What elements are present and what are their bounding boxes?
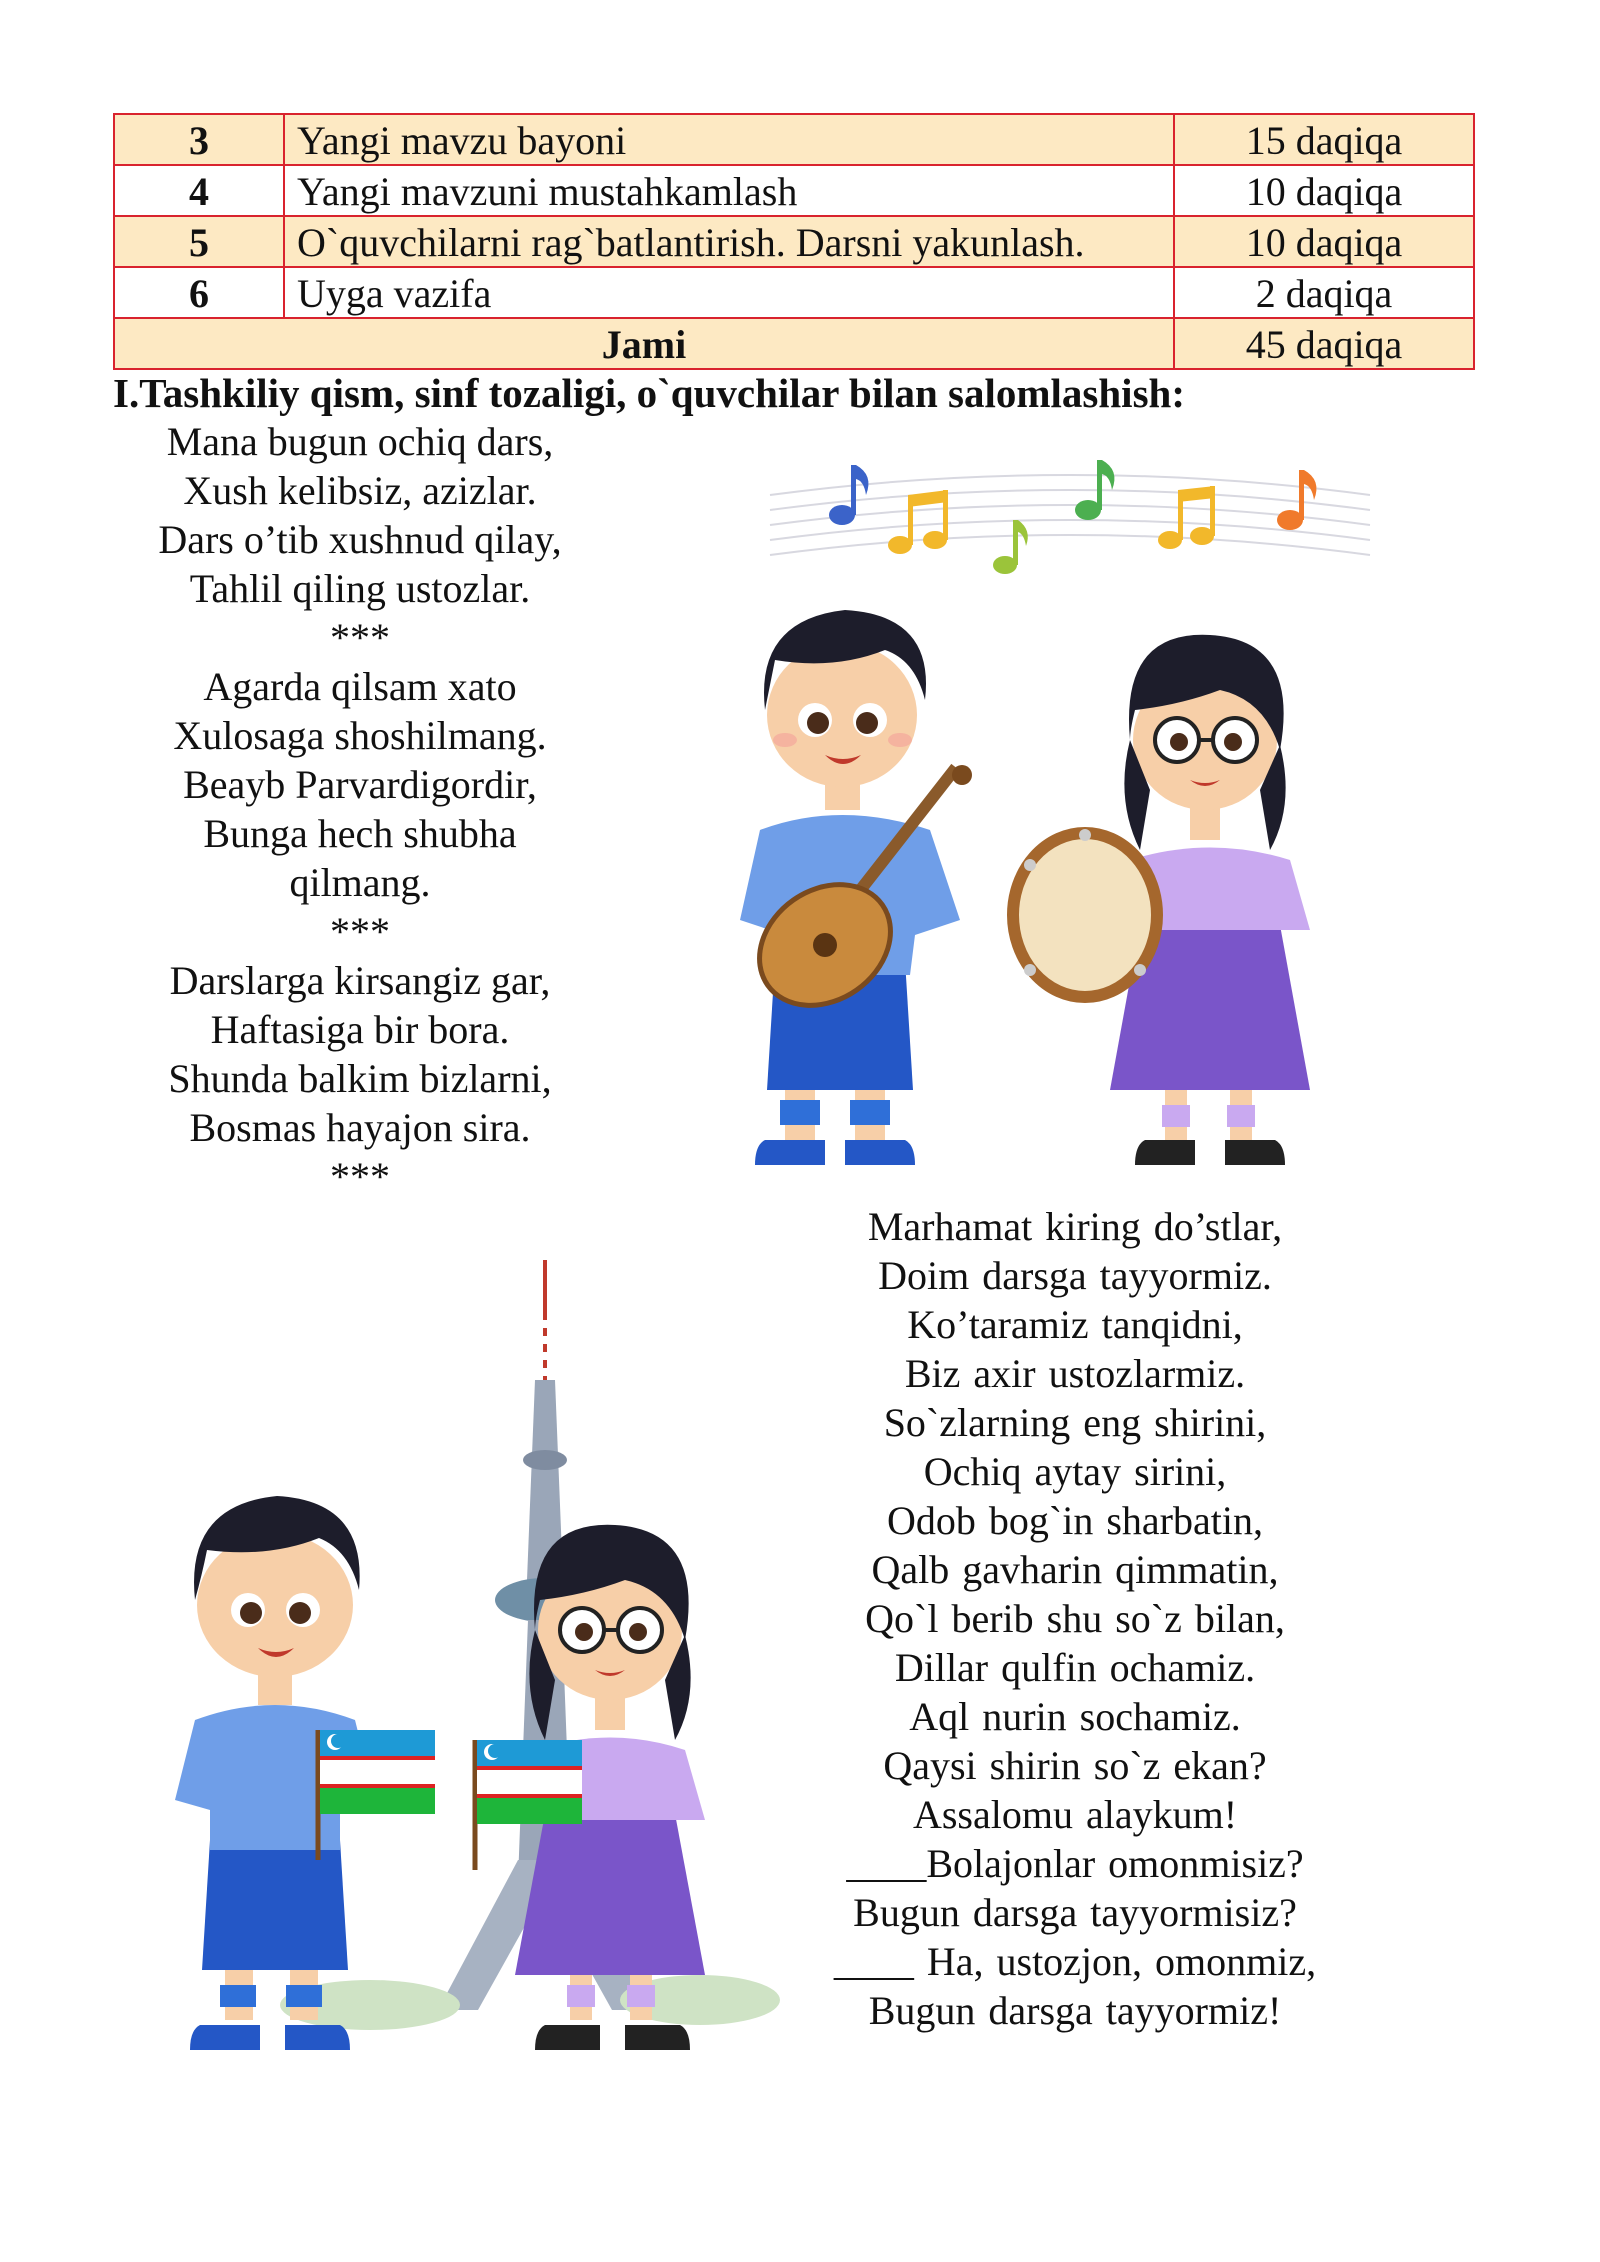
poem-line: Doim darsga tayyormiz. bbox=[878, 1253, 1272, 1298]
row-number: 6 bbox=[114, 267, 284, 318]
row-number: 5 bbox=[114, 216, 284, 267]
table-row bbox=[114, 267, 1474, 318]
poem-line: *** bbox=[330, 909, 390, 954]
poem-line: Bunga hech shubha bbox=[203, 811, 517, 856]
poem-line: Shunda balkim bizlarni, bbox=[168, 1056, 552, 1101]
music-notes-icon bbox=[829, 460, 1316, 574]
row-activity: Yangi mavzu bayoni bbox=[284, 114, 1174, 165]
bushes bbox=[280, 1975, 780, 2030]
poem-line: Odob bog`in sharbatin, bbox=[887, 1498, 1263, 1543]
poem-right bbox=[790, 1202, 1360, 2035]
poem-line: Qalb gavharin qimmatin, bbox=[871, 1547, 1279, 1592]
poem-line: Ko’taramiz tanqidni, bbox=[907, 1302, 1243, 1347]
children-with-uzbek-flags-tv-tower-illustration bbox=[140, 1260, 790, 2120]
poem-line: Haftasiga bir bora. bbox=[210, 1007, 510, 1052]
poem-line: Qaysi shirin so`z ekan? bbox=[883, 1743, 1267, 1788]
poem-line: *** bbox=[330, 615, 390, 660]
poem-line: Mana bugun ochiq dars, bbox=[166, 419, 554, 464]
table-total-row bbox=[114, 318, 1474, 369]
row-activity: Uyga vazifa bbox=[284, 267, 1174, 318]
poem-line: ____ Ha, ustozjon, omonmiz, bbox=[833, 1939, 1317, 1984]
row-activity: Yangi mavzuni mustahkamlash bbox=[284, 165, 1174, 216]
poem-line: qilmang. bbox=[289, 860, 431, 905]
lesson-plan-table bbox=[113, 113, 1475, 370]
poem-line: *** bbox=[330, 1154, 390, 1199]
poem-line: Xush kelibsiz, azizlar. bbox=[183, 468, 537, 513]
poem-line: Qo`l berib shu so`z bilan, bbox=[865, 1596, 1285, 1641]
poem-line: Tahlil qiling ustozlar. bbox=[189, 566, 531, 611]
row-time: 15 daqiqa bbox=[1174, 114, 1474, 165]
poem-line: Agarda qilsam xato bbox=[203, 664, 517, 709]
row-time: 10 daqiqa bbox=[1174, 216, 1474, 267]
poem-line: Aql nurin sochamiz. bbox=[909, 1694, 1241, 1739]
table-row bbox=[114, 114, 1474, 165]
poem-left bbox=[110, 417, 610, 1201]
poem-line: Bosmas hayajon sira. bbox=[189, 1105, 531, 1150]
table-row bbox=[114, 216, 1474, 267]
section-heading: I.Tashkiliy qism, sinf tozaligi, o`quvchilar bilan salomlashish: bbox=[113, 370, 1185, 416]
children-playing-instruments-illustration bbox=[730, 440, 1410, 1200]
row-number: 3 bbox=[114, 114, 284, 165]
poem-line: Darslarga kirsangiz gar, bbox=[169, 958, 551, 1003]
poem-line: Assalomu alaykum! bbox=[912, 1792, 1238, 1837]
poem-line: Biz axir ustozlarmiz. bbox=[904, 1351, 1246, 1396]
row-time: 10 daqiqa bbox=[1174, 165, 1474, 216]
poem-line: Marhamat kiring do’stlar, bbox=[867, 1204, 1283, 1249]
poem-line: Ochiq aytay sirini, bbox=[923, 1449, 1227, 1494]
poem-line: Dars o’tib xushnud qilay, bbox=[158, 517, 562, 562]
poem-line: Beayb Parvardigordir, bbox=[183, 762, 537, 807]
row-number: 4 bbox=[114, 165, 284, 216]
total-label: Jami bbox=[114, 318, 1174, 369]
total-time: 45 daqiqa bbox=[1174, 318, 1474, 369]
poem-line: ____Bolajonlar omonmisiz? bbox=[846, 1841, 1304, 1886]
row-time: 2 daqiqa bbox=[1174, 267, 1474, 318]
poem-line: Bugun darsga tayyormiz! bbox=[868, 1988, 1282, 2033]
row-activity: O`quvchilarni rag`batlantirish. Darsni yakunlash. bbox=[284, 216, 1174, 267]
poem-line: Bugun darsga tayyormisiz? bbox=[853, 1890, 1297, 1935]
table-row bbox=[114, 165, 1474, 216]
poem-line: Xulosaga shoshilmang. bbox=[173, 713, 547, 758]
poem-line: Dillar qulfin ochamiz. bbox=[894, 1645, 1256, 1690]
doira-icon bbox=[1013, 829, 1157, 997]
poem-line: So`zlarning eng shirini, bbox=[883, 1400, 1267, 1445]
